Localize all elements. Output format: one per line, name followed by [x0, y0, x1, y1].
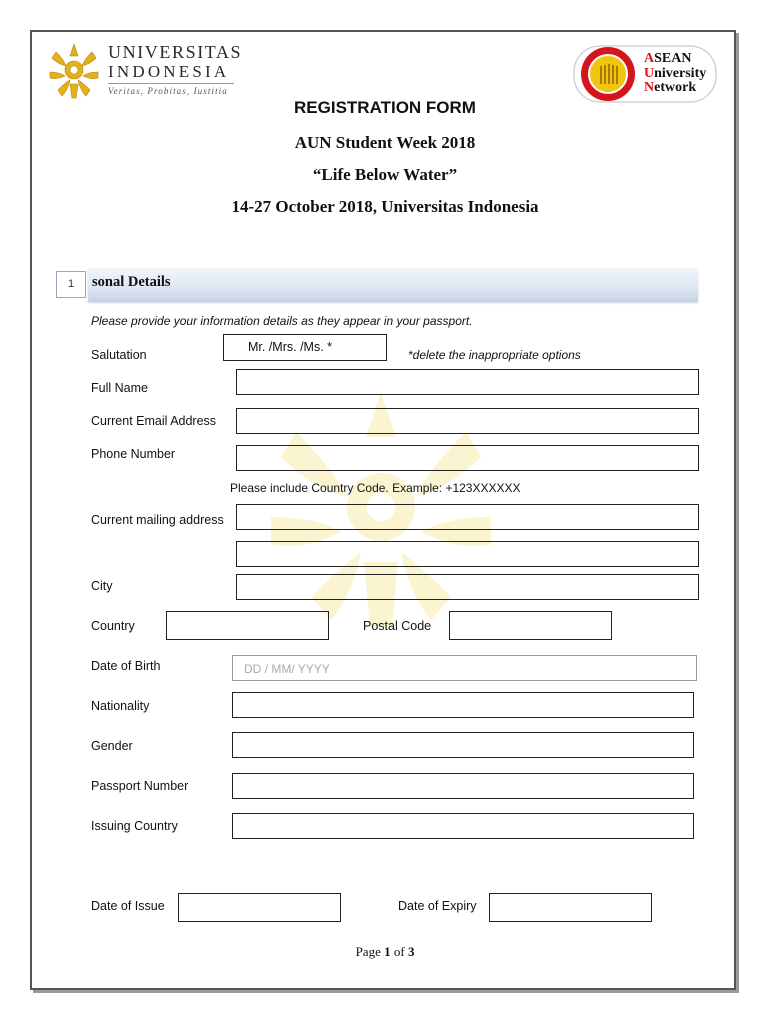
- phone-hint: Please include Country Code. Example: +123XXXXXX: [230, 481, 521, 495]
- issuing-country-field[interactable]: [232, 813, 694, 839]
- ui-logo-line2: INDONESIA: [108, 62, 230, 81]
- aun-word-university-rest: niversity: [654, 65, 707, 81]
- phone-field[interactable]: [236, 445, 699, 471]
- footer-current-page: 1: [384, 944, 391, 959]
- footer-middle: of: [390, 944, 408, 959]
- postal-code-field[interactable]: [449, 611, 612, 640]
- section-number: 1: [56, 271, 86, 298]
- gender-label: Gender: [91, 739, 133, 753]
- nationality-field[interactable]: [232, 692, 694, 718]
- aun-word-asean-rest: SEAN: [654, 51, 692, 66]
- salutation-label: Salutation: [91, 348, 147, 362]
- passport-number-label: Passport Number: [91, 779, 189, 793]
- city-field[interactable]: [236, 574, 699, 600]
- country-label: Country: [91, 619, 135, 633]
- date-of-expiry-field[interactable]: [489, 893, 652, 922]
- phone-label: Phone Number: [91, 447, 176, 461]
- dob-placeholder: DD / MM/ YYYY: [244, 662, 330, 676]
- section-intro: Please provide your information details as they appear in your passport.: [91, 314, 473, 328]
- full-name-label: Full Name: [91, 381, 148, 395]
- date-of-issue-label: Date of Issue: [91, 899, 165, 913]
- aun-logo: [570, 44, 720, 104]
- mailing-address-line1-field[interactable]: [236, 504, 699, 530]
- postal-code-label: Postal Code: [363, 619, 432, 633]
- ui-logo-divider: [108, 83, 234, 84]
- gender-field[interactable]: [232, 732, 694, 758]
- salutation-value: Mr. /Mrs. /Ms. *: [248, 340, 333, 354]
- aun-word-network: [644, 81, 706, 96]
- makara-emblem-icon: [46, 40, 102, 100]
- aun-word-network-rest: etwork: [654, 80, 697, 95]
- date-of-issue-field[interactable]: [178, 893, 341, 922]
- ui-logo-motto: Veritas, Probitas, Iustitia: [108, 86, 228, 96]
- footer-prefix: Page: [355, 944, 385, 959]
- ui-logo-line1: UNIVERSITAS: [108, 42, 243, 62]
- section-title: sonal Details: [92, 274, 171, 290]
- nationality-label: Nationality: [91, 699, 150, 713]
- event-title: AUN Student Week 2018: [294, 133, 476, 152]
- universitas-indonesia-logo: [46, 40, 246, 102]
- aun-word-asean: [644, 52, 706, 67]
- event-theme: “Life Below Water”: [312, 165, 458, 184]
- event-dates: 14-27 October 2018, Universitas Indonesia: [231, 197, 539, 216]
- aun-letter-a: A: [644, 51, 655, 66]
- salutation-field[interactable]: [223, 334, 387, 361]
- full-name-field[interactable]: [236, 369, 699, 395]
- aun-letter-n: N: [644, 80, 655, 95]
- section-header-bar: [88, 268, 698, 301]
- aun-letter-u: U: [644, 65, 655, 81]
- footer-total-pages: 3: [407, 944, 415, 959]
- email-field[interactable]: [236, 408, 699, 434]
- dob-label: Date of Birth: [91, 659, 161, 673]
- issuing-country-label: Issuing Country: [91, 819, 178, 833]
- date-of-expiry-label: Date of Expiry: [398, 899, 477, 913]
- mailing-address-line2-field[interactable]: [236, 541, 699, 567]
- passport-number-field[interactable]: [232, 773, 694, 799]
- country-field[interactable]: [166, 611, 329, 640]
- page-footer: [0, 944, 770, 960]
- dob-field[interactable]: [232, 655, 697, 681]
- aun-logo-text: [644, 52, 706, 96]
- form-title: REGISTRATION FORM: [294, 98, 476, 117]
- email-label: Current Email Address: [91, 414, 217, 428]
- city-label: City: [91, 579, 113, 593]
- aun-word-university: [644, 67, 706, 82]
- mailing-address-label: Current mailing address: [91, 513, 224, 527]
- salutation-note: *delete the inappropriate options: [408, 348, 581, 362]
